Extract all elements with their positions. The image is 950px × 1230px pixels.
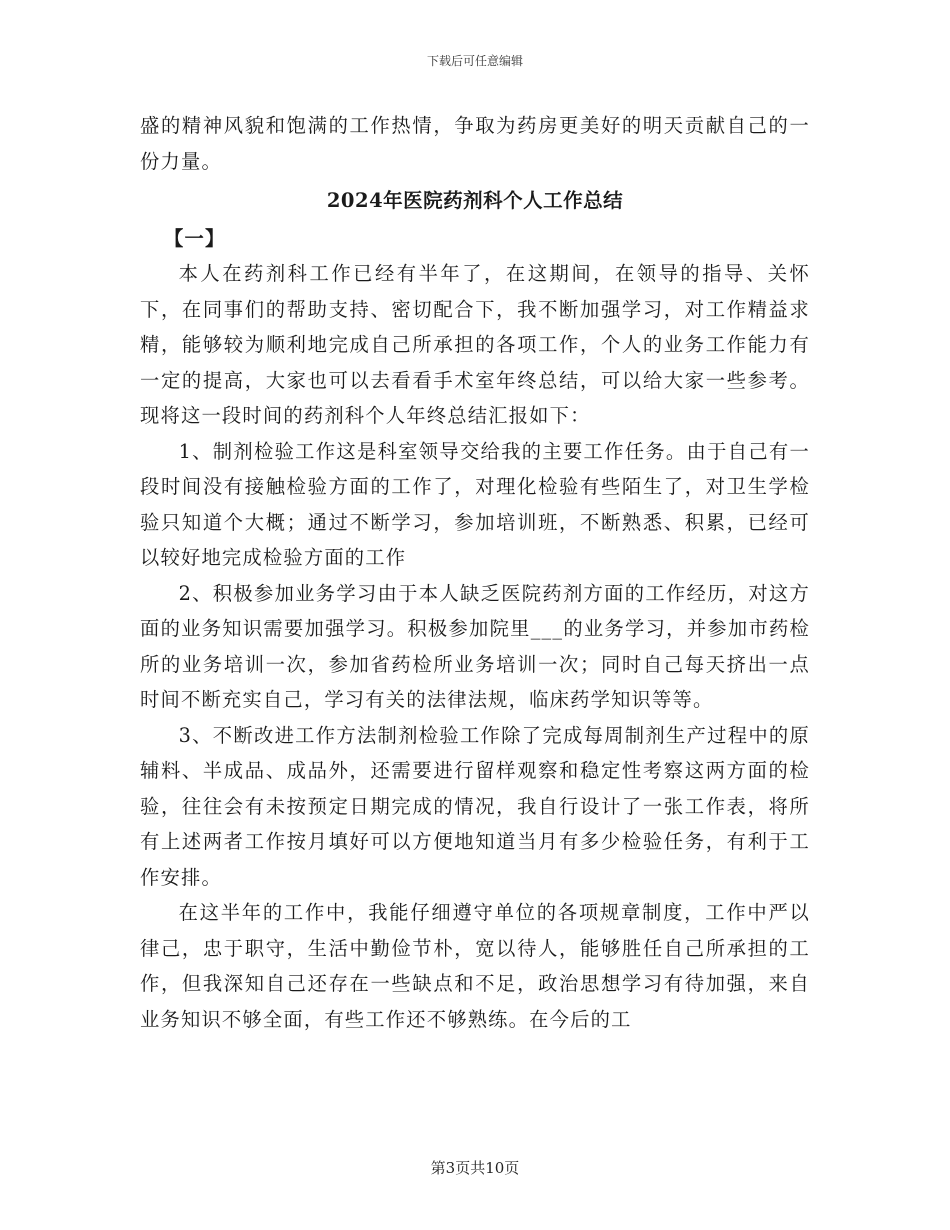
body-paragraph: 2、积极参加业务学习由于本人缺乏医院药剂方面的工作经历，对这方面的业务知识需要加强学习。积极参加院里___的业务学习，并参加市药检所的业务培训一次，参加省药检所业务培训一次；同时自己每天挤出一点时间不断充实自己，学习有关的法律法规，临床药学知识等等。 — [140, 581, 810, 711]
document-body — [140, 108, 810, 1037]
document-title: 2024年医院药剂科个人工作总结 — [326, 189, 624, 212]
body-paragraph: 本人在药剂科工作已经有半年了，在这期间，在领导的指导、关怀下，在同事们的帮助支持、密切配合下，我不断加强学习，对工作精益求精，能够较为顺利地完成自己所承担的各项工作，个人的业务工作能力有一定的提高，大家也可以去看看手术室年终总结，可以给大家一些参考。现将这一段时间的药剂科个人年终总结汇报如下： — [140, 262, 810, 427]
page-number: 第3页共10页 — [430, 1159, 520, 1177]
section-label: 【一】 — [164, 226, 226, 250]
body-paragraph: 在这半年的工作中，我能仔细遵守单位的各项规章制度，工作中严以律己，忠于职守，生活中勤俭节朴，宽以待人，能够胜任自己所承担的工作，但我深知自己还存在一些缺点和不足，政治思想学习有待加强，来自业务知识不够全面，有些工作还不够熟练。在今后的工 — [140, 901, 810, 1031]
body-paragraph: 3、不断改进工作方法制剂检验工作除了完成每周制剂生产过程中的原辅料、半成品、成品外，还需要进行留样观察和稳定性考察这两方面的检验，往往会有未按预定日期完成的情况，我自行设计了一张工作表，将所有上述两者工作按月填好可以方便地知道当月有多少检验任务，有利于工作安排。 — [140, 723, 810, 889]
body-paragraph: 1、制剂检验工作这是科室领导交给我的主要工作任务。由于自己有一段时间没有接触检验方面的工作了，对理化检验有些陌生了，对卫生学检验只知道个大概；通过不断学习，参加培训班，不断熟悉、积累，已经可以较好地完成检验方面的工作 — [140, 439, 810, 569]
page-header: 下载后可任意编辑 — [426, 54, 523, 68]
intro-paragraph: 盛的精神风貌和饱满的工作热情，争取为药房更美好的明天贡献自己的一份力量。 — [140, 114, 810, 173]
